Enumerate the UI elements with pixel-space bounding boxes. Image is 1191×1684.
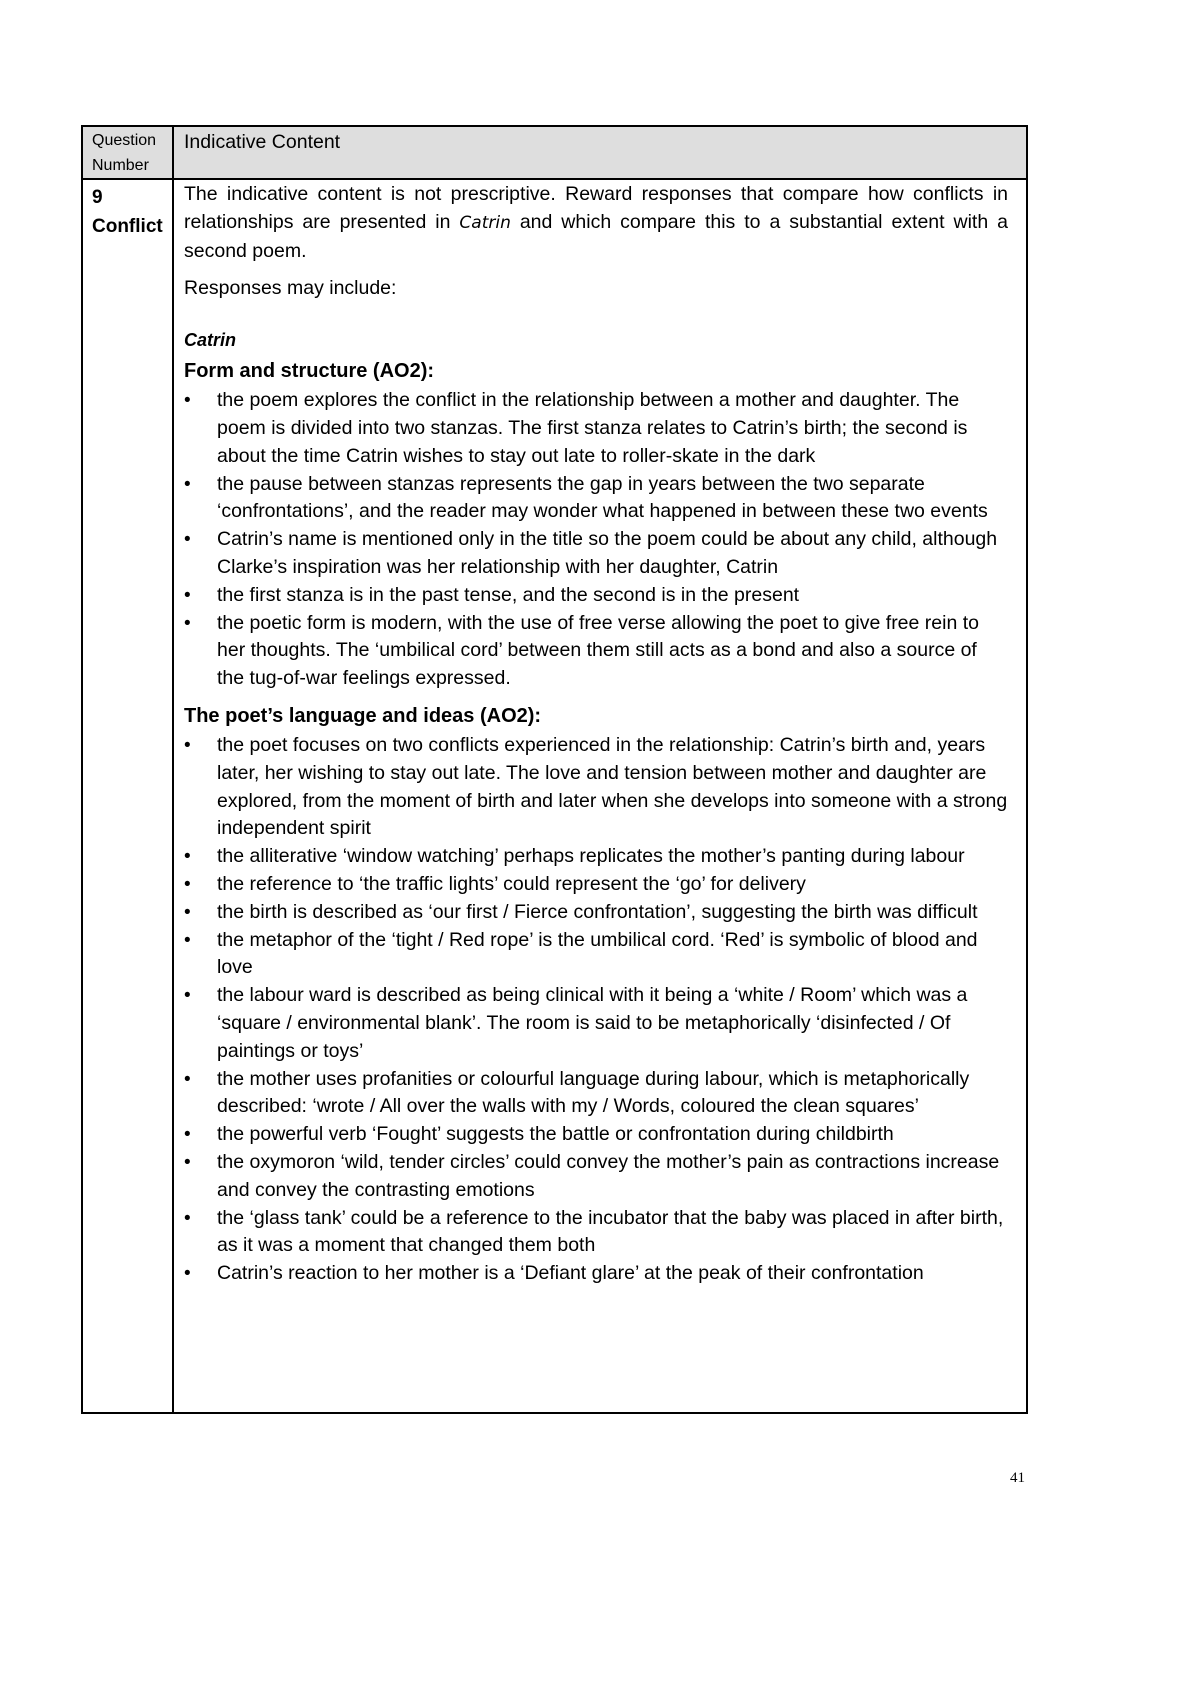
list-item-text: the metaphor of the ‘tight / Red rope’ is the umbilical cord. ‘Red’ is symbolic of blood and love [217, 928, 978, 979]
list-item [184, 843, 1008, 871]
list-item-text: the poet focuses on two conflicts experienced in the relationship: Catrin’s birth and, years later, her wishing to stay out late. The love and tension between mother and daughter are explored, from the moment of birth and later when she develops into someone with a strong independent spirit [217, 733, 1008, 840]
list-item [184, 732, 1008, 843]
indicative-content-cell [174, 180, 1026, 1412]
list-item-text: the birth is described as ‘our first / Fierce confrontation’, suggesting the birth was difficult [217, 900, 978, 923]
bullet-icon: • [184, 1068, 191, 1090]
bullet-icon: • [184, 734, 191, 756]
list-item [184, 1260, 1008, 1288]
list-item [184, 526, 1008, 582]
bullet-icon: • [184, 529, 191, 551]
intro-poem-title: Catrin [459, 212, 511, 233]
question-number: 9 [92, 187, 103, 208]
indicative-content-header: Indicative Content [184, 131, 341, 153]
table-header-row [83, 127, 1026, 180]
list-item [184, 1149, 1008, 1205]
section-heading: The poet’s language and ideas (AO2): [184, 704, 542, 727]
list-item-text: Catrin’s name is mentioned only in the title so the poem could be about any child, although Clarke’s inspiration was her relationship with her daughter, Catrin [217, 528, 998, 578]
list-item [184, 982, 1008, 1065]
list-item [184, 1121, 1008, 1149]
list-item [184, 927, 1008, 983]
bullet-icon: • [184, 584, 191, 606]
intro-text-start: The indicative content is not prescriptive. Reward responses that compare how conflicts in relationships are presented in [184, 183, 1008, 233]
question-cell [83, 180, 174, 1412]
list-item [184, 610, 1008, 693]
section-heading: Form and structure (AO2): [184, 360, 435, 383]
question-topic: Conflict [92, 216, 163, 237]
list-item-text: the pause between stanzas represents the gap in years between the two separate ‘confrontations’, and the reader may wonder what happened in between these two events [217, 472, 988, 523]
responses-label: Responses may include: [184, 277, 397, 300]
list-item-text: the labour ward is described as being clinical with it being a ‘white / Room’ which was a ‘square / environmental blank’. The room is said to be metaphorically ‘disinfected / Of paintings or toys’ [217, 984, 968, 1062]
list-item-text: the alliterative ‘window watching’ perhaps replicates the mother’s panting during labour [217, 845, 965, 868]
list-item [184, 1066, 1008, 1122]
bullet-icon: • [184, 473, 191, 495]
list-item [184, 899, 1008, 927]
bullet-icon: • [184, 1124, 191, 1146]
sections-container [184, 357, 1008, 1288]
bullet-icon: • [184, 390, 191, 412]
list-item [184, 582, 1008, 610]
question-number-header: Question Number [83, 127, 174, 178]
list-item [184, 1205, 1008, 1261]
list-item-text: the powerful verb ‘Fought’ suggests the battle or confrontation during childbirth [217, 1123, 894, 1146]
intro-text-end: and which compare this to a substantial extent with a second poem. [184, 210, 1008, 262]
bullet-icon: • [184, 873, 191, 895]
list-item [184, 387, 1008, 470]
table-body-row [83, 180, 1026, 1412]
bullet-icon: • [184, 929, 191, 951]
list-item-text: the poetic form is modern, with the use of free verse allowing the poet to give free rein to her thoughts. The ‘umbilical cord’ between them still acts as a bond and also a source of the tug-of-war feelings expressed. [217, 611, 979, 690]
list-item-text: Catrin’s reaction to her mother is a ‘Defiant glare’ at the peak of their confrontation [217, 1262, 924, 1285]
list-item-text: the reference to ‘the traffic lights’ could represent the ‘go’ for delivery [217, 872, 806, 895]
page-number: 41 [1010, 1470, 1025, 1486]
list-item [184, 471, 1008, 527]
bullet-icon: • [184, 985, 191, 1007]
mark-scheme-table [81, 125, 1028, 1414]
bullet-icon: • [184, 846, 191, 868]
list-item-text: the poem explores the conflict in the relationship between a mother and daughter. The poem is divided into two stanzas. The first stanza relates to Catrin’s birth; the second is about the time Catrin wishes to stay out late to roller-skate in the dark [217, 389, 968, 467]
bullet-icon: • [184, 1151, 191, 1173]
bullet-icon: • [184, 901, 191, 923]
list-item-text: the oxymoron ‘wild, tender circles’ could convey the mother’s pain as contractions increase and convey the contrasting emotions [217, 1150, 1000, 1201]
bullet-list [184, 732, 1008, 1288]
bullet-icon: • [184, 1207, 191, 1229]
list-item-text: the mother uses profanities or colourful language during labour, which is metaphorically described: ‘wrote / All over the walls with my / Words, coloured the clean squares’ [217, 1067, 970, 1118]
list-item [184, 871, 1008, 899]
intro-paragraph [184, 181, 1008, 265]
bullet-icon: • [184, 612, 191, 634]
bullet-list [184, 387, 1008, 693]
list-item-text: the ‘glass tank’ could be a reference to the incubator that the baby was placed in after birth, as it was a moment that changed them both [217, 1206, 1004, 1257]
poem-heading: Catrin [184, 330, 237, 351]
list-item-text: the first stanza is in the past tense, and the second is in the present [217, 583, 800, 606]
bullet-icon: • [184, 1263, 191, 1285]
